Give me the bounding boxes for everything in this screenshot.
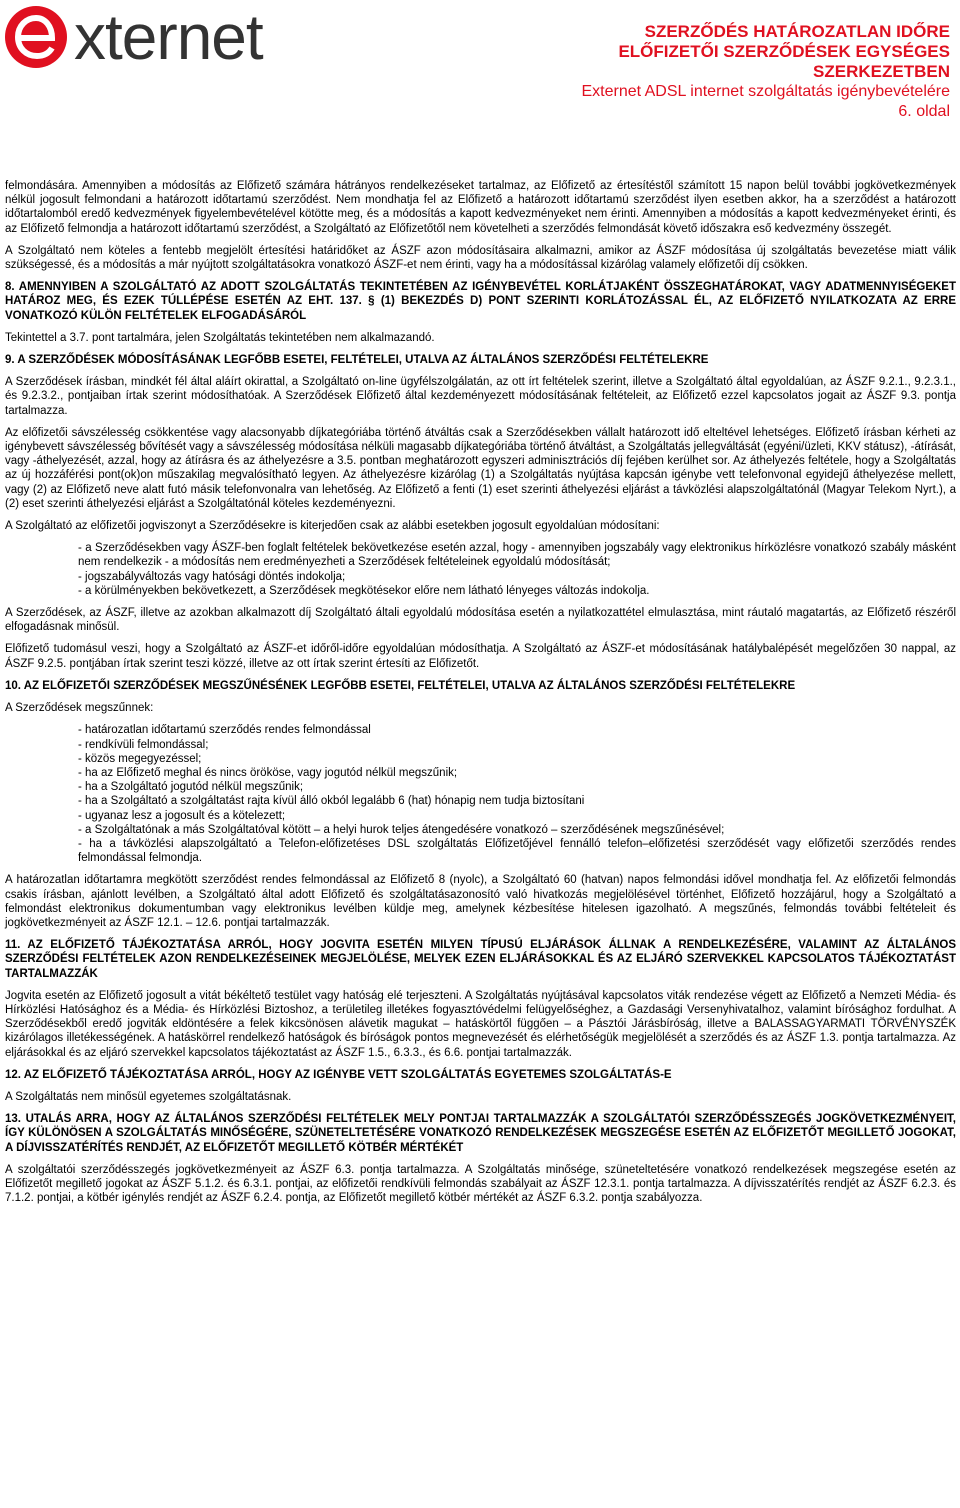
section-heading-9: 9. A SZERZŐDÉSEK MÓDOSÍTÁSÁNAK LEGFŐBB ESETEI, FELTÉTELEI, UTALVA AZ ÁLTALÁNOS SZERZŐDÉSI FELTÉTELEKRE xyxy=(5,354,709,367)
list-item: - rendkívüli felmondással; xyxy=(78,738,209,751)
list-item: - a Szolgáltatónak a más Szolgáltatóval kötött – a helyi hurok teljes átengedésére vonatkozó – szerződésének megszűnésével; xyxy=(78,823,725,836)
section-heading-10: 10. AZ ELŐFIZETŐI SZERZŐDÉSEK MEGSZŰNÉSÉNEK LEGFŐBB ESETEI, FELTÉTELEI, UTALVA AZ ÁLTALÁNOS SZERZŐDÉSI FELTÉTELEKRE xyxy=(5,679,796,692)
document-title-line-3: SZERKEZETBEN xyxy=(813,62,950,81)
page-number: 6. oldal xyxy=(898,103,950,120)
list-item: - a körülményekben bekövetkezett, a Szerződések megkötésekor előre nem látható lényeges változás indokolja. xyxy=(78,584,650,597)
paragraph: A Szolgáltatás nem minősül egyetemes szolgáltatásnak. xyxy=(5,1090,292,1103)
paragraph: A határozatlan időtartamra megkötött szerződést rendes felmondással az Előfizető 8 (nyolc), a Szolgáltató 60 (hatvan) napos felmondási idővel mondhatja fel. Az előfizetői felmondás csakis írásban, ajánlott levélben, a Szolgáltató által adott Előfizető és szolgáltatásazonosító való hivatkozás megjelölésével történhet, Előfizető hozzájárul, hogy a Szolgáltató a felmondást elektronikus dokumentumban vagy elektronikus levélben küldje meg, amelynek kézbesítése hitelesen igazolható. A megszűnés, felmondás további feltételeit és jogkövetkezményeit az ÁSZF 12.1. – 12.6. pontjai tartalmazzák. xyxy=(5,874,956,929)
paragraph: A szolgáltatói szerződésszegés jogkövetkezményeit az ÁSZF 6.3. pontja tartalmazza. A Szolgáltatás minősége, szüneteltetésére vonatkozó rendelkezések megszegése esetén az Előfizetőt megillető jogokat az ÁSZF 5.1.2. és 6.3.1. pontjai, az előfizetői rendkívüli felmondás szabályait az ÁSZF 12.3.1. pontja tartalmazza. A díjvisszatérítés rendjét az ÁSZF 6.2.3. és 7.1.2. pontjai, a kötbér igénylés rendjét az ÁSZF 6.2.4. pontja, az Előfizetőt megillető kötbér mértékét az ÁSZF 6.3.2. pontja szabályozza. xyxy=(5,1163,956,1205)
list-item: - a Szerződésekben vagy ÁSZF-ben foglalt feltételek bekövetkezése esetén azzal, hogy - amennyiben jogszabály vagy elektronikus hírközlésre vonatkozó szabály másként nem rendelkezik - a módosítás nem eredményezheti a Szerződések feltételeinek egyoldalú módosítását; xyxy=(78,542,956,569)
section-heading-13: 13. UTALÁS ARRA, HOGY AZ ÁLTALÁNOS SZERZŐDÉSI FELTÉTELEK MELY PONTJAI TARTALMAZZÁK A SZOLGÁLTATÓI SZERZŐDÉSSZEGÉS JOGKÖVETKEZMÉNYEIT, ÍGY KÜLÖNÖSEN A SZOLGÁLTATÁS MINŐSÉGÉRE, SZÜNETELTETÉSÉRE VONATKOZÓ RENDELKEZÉSEK MEGSZEGÉSE ESETÉN AZ ELŐFIZETŐT MEGILLETŐ JOGOKAT, A DÍJVISSZATÉRÍTÉS RENDJÉT, AZ ELŐFIZETŐT MEGILLETŐ KÖTBÉR MÉRTÉKÉT xyxy=(5,1113,956,1154)
list-item: - jogszabályváltozás vagy hatósági döntés indokolja; xyxy=(78,570,346,583)
section-heading-11: 11. AZ ELŐFIZETŐ TÁJÉKOZTATÁSA ARRÓL, HOGY JOGVITA ESETÉN MILYEN TÍPUSÚ ELJÁRÁSOK ÁLLNAK A RENDELKEZÉSÉRE, VALAMINT AZ ÁLTALÁNOS SZERZŐDÉSI FELTÉTELEK AZON RENDELKEZÉSEINEK MEGJELÖLÉSE, MELYEK EZEN ELJÁRÁSOKKAL ÉS AZ ELJÁRÓ SZERVEKKEL KAPCSOLATOS TÁJÉKOZTATÁST TARTALMAZZÁK xyxy=(5,939,956,980)
svg-text:xternet: xternet xyxy=(74,4,263,70)
list-item: - közös megegyezéssel; xyxy=(78,752,202,765)
paragraph: A Szerződések írásban, mindkét fél által aláírt okirattal, a Szolgáltató on-line ügyfélszolgálatán, az ott írt feltételek szerint, illetve a Szolgáltató által egyoldalúan, az ÁSZF 9.2.1., 9.2.3.1., és 9.2.3.2., pontjaiban írtak szerint módosíthatóak. A Szerződések Előfizető által kezdeményezett módosításának feltételeit, az Előfizető ezzel kapcsolatos jogait az ÁSZF 9.3. pontja tartalmazza. xyxy=(5,376,956,417)
list-item: - ha a távközlési alapszolgáltató a Telefon-előfizetéses DSL szolgáltatás Előfizetőjével fennálló telefon–előfizetési szerződését vagy előfizetői szerződés rendes felmondással felmondja. xyxy=(78,837,956,865)
externet-logo xyxy=(4,4,360,70)
document-title-line-1: SZERZŐDÉS HATÁROZATLAN IDŐRE xyxy=(644,22,950,41)
list-item: - ha az Előfizető meghal és nincs örököse, vagy jogutód nélkül megszűnik; xyxy=(78,766,458,779)
paragraph: Előfizető tudomásul veszi, hogy a Szolgáltató az ÁSZF-et időről-időre egyoldalúan módosíthatja. A Szolgáltató az ÁSZF-et módosításának hatálybalépését megelőzően 30 nappal, az ÁSZF 9.2.5. pontjában írtak szerint teszi közzé, illetve az ott írtak szerint értesíti az Előfizetőt. xyxy=(5,643,956,670)
paragraph: Jogvita esetén az Előfizető jogosult a vitát békéltető testület vagy hatóság elé terjeszteni. A Szolgáltatás nyújtásával kapcsolatos viták rendezése végett az Előfizető a Nemzeti Média- és Hírközlési Hatósághoz és a Média- és Hírközlési Biztoshoz, a területileg illetékes fogyasztóvédelmi felügyelőséghez, a Gazdasági Versenyhivatalhoz, valamint bírósághoz fordulhat. A Szerződésekből eredő jogviták eldöntésére a felek kikcsönösen alávetik magukat – hatáskörtől függően – a Pásztói Járásbíróság, illetve a BALASSAGYARMATI TÖRVÉNYSZÉK kizárólagos illetékességének. A hatáskörrel rendelkező hatóságok és bíróságok pontos megnevezését és elérhetőségük megjelölését a szerződés és az ÁSZF 1.3. pontja tartalmazza. Az eljárásokkal és az eljáró szervekkel kapcsolatos tájékoztatást az ÁSZF 1.5., 6.3.3., és 6.6. pontjai tartalmazzák. xyxy=(5,989,956,1059)
list-item: - ugyanaz lesz a jogosult és a kötelezett; xyxy=(78,809,286,822)
document-subtitle: Externet ADSL internet szolgáltatás igénybevételére xyxy=(581,83,950,100)
page-header xyxy=(0,0,960,120)
document-title-line-2: ELŐFIZETŐI SZERZŐDÉSEK EGYSÉGES xyxy=(618,42,950,61)
document-body xyxy=(5,179,956,1213)
list-item: - ha a Szolgáltató jogutód nélkül megszűnik; xyxy=(78,781,304,794)
paragraph: A Szolgáltató nem köteles a fentebb megjelölt értesítési határidőket az ÁSZF azon módosításaira alkalmazni, amikor az ÁSZF módosítása új szolgáltatás bevezetése miatt válik szükségessé, és a módosítás a már nyújtott szolgáltatásokra vonatkozó ÁSZF-et nem érinti, vagy ha a módosítással kizárólag valamely előfizetői díj csökken. xyxy=(5,244,956,272)
paragraph: felmondására. Amennyiben a módosítás az Előfizető számára hátrányos rendelkezéseket tartalmaz, az Előfizető az értesítéstől számított 15 napon belül további jogkövetkezmények nélkül jogosult felmondani a határozott időtartamú szerződést. Nem mondhatja fel az Előfizető a határozott időtartamú szerződést ilyen esetben akkor, ha a szerződést a határozott időtartalomból eredő kedvezmények figyelembevételével kötötte meg, és a módosítás a kapott kedvezményeket nem érinti. Amennyiben a módosítás a kapott kedvezményeket érinti, és az Előfizető felmondja a határozott időtartamú szerződést, a Szolgáltató az Előfizetőtől nem követelheti a szerződés felmondását követő időszakra eső kedvezmény összegét. xyxy=(5,180,956,235)
paragraph: A Szerződések, az ÁSZF, illetve az azokban alkalmazott díj Szolgáltató általi egyoldalú módosítása esetén a nyilatkozattétel elmulasztása, mint ráutaló magatartás, az Előfizető részéről elfogadásnak minősül. xyxy=(5,607,956,634)
document-title-block xyxy=(390,22,950,122)
list-item: - határozatlan időtartamú szerződés rendes felmondással xyxy=(78,724,371,737)
list-item: - ha a Szolgáltató a szolgáltatást rajta kívül álló okból legalább 6 (hat) hónapig nem tudja biztosítani xyxy=(78,795,585,808)
section-heading-12: 12. AZ ELŐFIZETŐ TÁJÉKOZTATÁSA ARRÓL, HOGY AZ IGÉNYBE VETT SZOLGÁLTATÁS EGYETEMES SZOLGÁLTATÁS-E xyxy=(5,1068,672,1081)
paragraph: Tekintettel a 3.7. pont tartalmára, jelen Szolgáltatás tekintetében nem alkalmazandó. xyxy=(5,331,435,344)
paragraph: Az előfizetői sávszélesség csökkentése vagy alacsonyabb díjkategóriába történő átváltás csak a Szerződésekben vállalt határozott idő elteltével lehetséges. Előfizető írásban kérheti az igénybevett sávszélesség bővítését vagy a sávszélesség módosítása nélküli magasabb díjkategóriába történő átváltást, a Szolgáltatás jellegváltását (egyéni/üzleti, KKV státusz), -átírását, vagy -áthelyezését, azzal, hogy az átírásra és az áthelyezésre a 3.5. pontban meghatározott egyszeri adminisztrációs díj fejében kerülhet sor. Az áthelyezés feltétele, hogy a Szolgáltatás az új hozzáférési pont(ok)on műszakilag megvalósítható legyen. Az áthelyezésre kizárólag (1) a Szolgáltatás nyújtása kapcsán igénybe vett telefonvonal egyidejű áthelyezése mellett, vagy (2) az Előfizető neve alatt futó másik telefonvonalra van lehetőség. Az Előfizető a fenti (1) eset szerinti áthelyezési eljárást a távközlési alapszolgáltatónál (Magyar Telekom Nyrt.), a (2) eset szerinti áthelyezési eljárást a Szolgáltatónál köteles kezdeményezni. xyxy=(5,426,956,510)
termination-cases-list xyxy=(5,723,956,865)
paragraph: A Szerződések megszűnnek: xyxy=(5,702,154,715)
section-heading-8: 8. AMENNYIBEN A SZOLGÁLTATÓ AZ ADOTT SZOLGÁLTATÁS TEKINTETÉBEN AZ IGÉNYBEVÉTEL KORLÁTJAKÉNT ÖSSZEGHATÁROKAT, VAGY ADATMENNYISÉGEKET HATÁROZ MEG, ÉS EZEK TÚLLÉPÉSE ESETÉN AZ EHT. 137. § (1) BEKEZDÉS D) PONT SZERINTI KORLÁTOZÁSSAL ÉL, AZ ELŐFIZETŐ NYILATKOZATA AZ ERRE VONATKOZÓ KÜLÖN FELTÉTELEK ELFOGADÁSÁRÓL xyxy=(5,281,956,322)
modification-cases-list xyxy=(5,541,956,598)
paragraph: A Szolgáltató az előfizetői jogviszonyt a Szerződésekre is kiterjedően csak az alábbi esetekben jogosult egyoldalúan módosítani: xyxy=(5,520,660,533)
